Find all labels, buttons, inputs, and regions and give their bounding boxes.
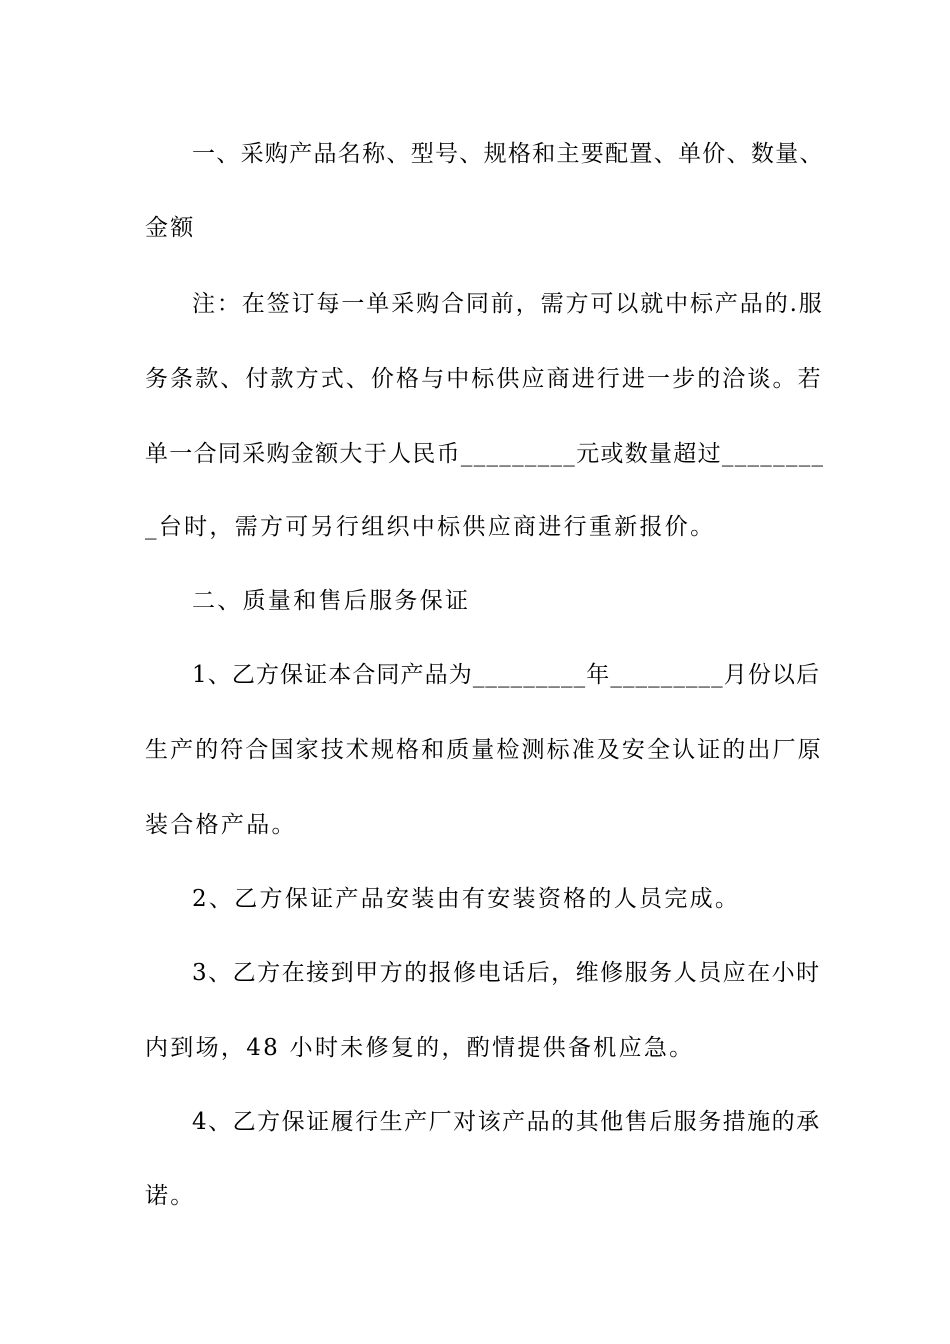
clause-4-line-1: 4、乙方保证履行生产厂对该产品的其他售后服务措施的承 [192,1109,821,1135]
clause-4-line-2: 诺。 [145,1183,196,1209]
note-paragraph-line-2: 务条款、付款方式、价格与中标供应商进行进一步的洽谈。若 [145,366,823,392]
clause-1-line-2: 生产的符合国家技术规格和质量检测标准及安全认证的出厂原 [145,737,823,763]
note-paragraph-line-3: 单一合同采购金额大于人民币_________元或数量超过________ [145,441,825,467]
section-2-heading: 二、质量和售后服务保证 [192,588,471,614]
note-paragraph-line-4: _台时，需方可另行组织中标供应商进行重新报价。 [145,514,716,540]
clause-1-line-1: 1、乙方保证本合同产品为_________年_________月份以后 [192,662,821,688]
section-1-heading: 一、采购产品名称、型号、规格和主要配置、单价、数量、 [192,141,824,167]
section-1-heading-cont: 金额 [145,215,196,241]
clause-1-line-3: 装合格产品。 [145,812,297,838]
clause-2: 2、乙方保证产品安装由有安装资格的人员完成。 [192,886,741,912]
clause-3-line-2: 内到场，48 小时未修复的，酌情提供备机应急。 [145,1035,695,1061]
note-paragraph-line-1: 注：在签订每一单采购合同前，需方可以就中标产品的.服 [192,291,824,317]
clause-3-line-1: 3、乙方在接到甲方的报修电话后，维修服务人员应在小时 [192,960,821,986]
